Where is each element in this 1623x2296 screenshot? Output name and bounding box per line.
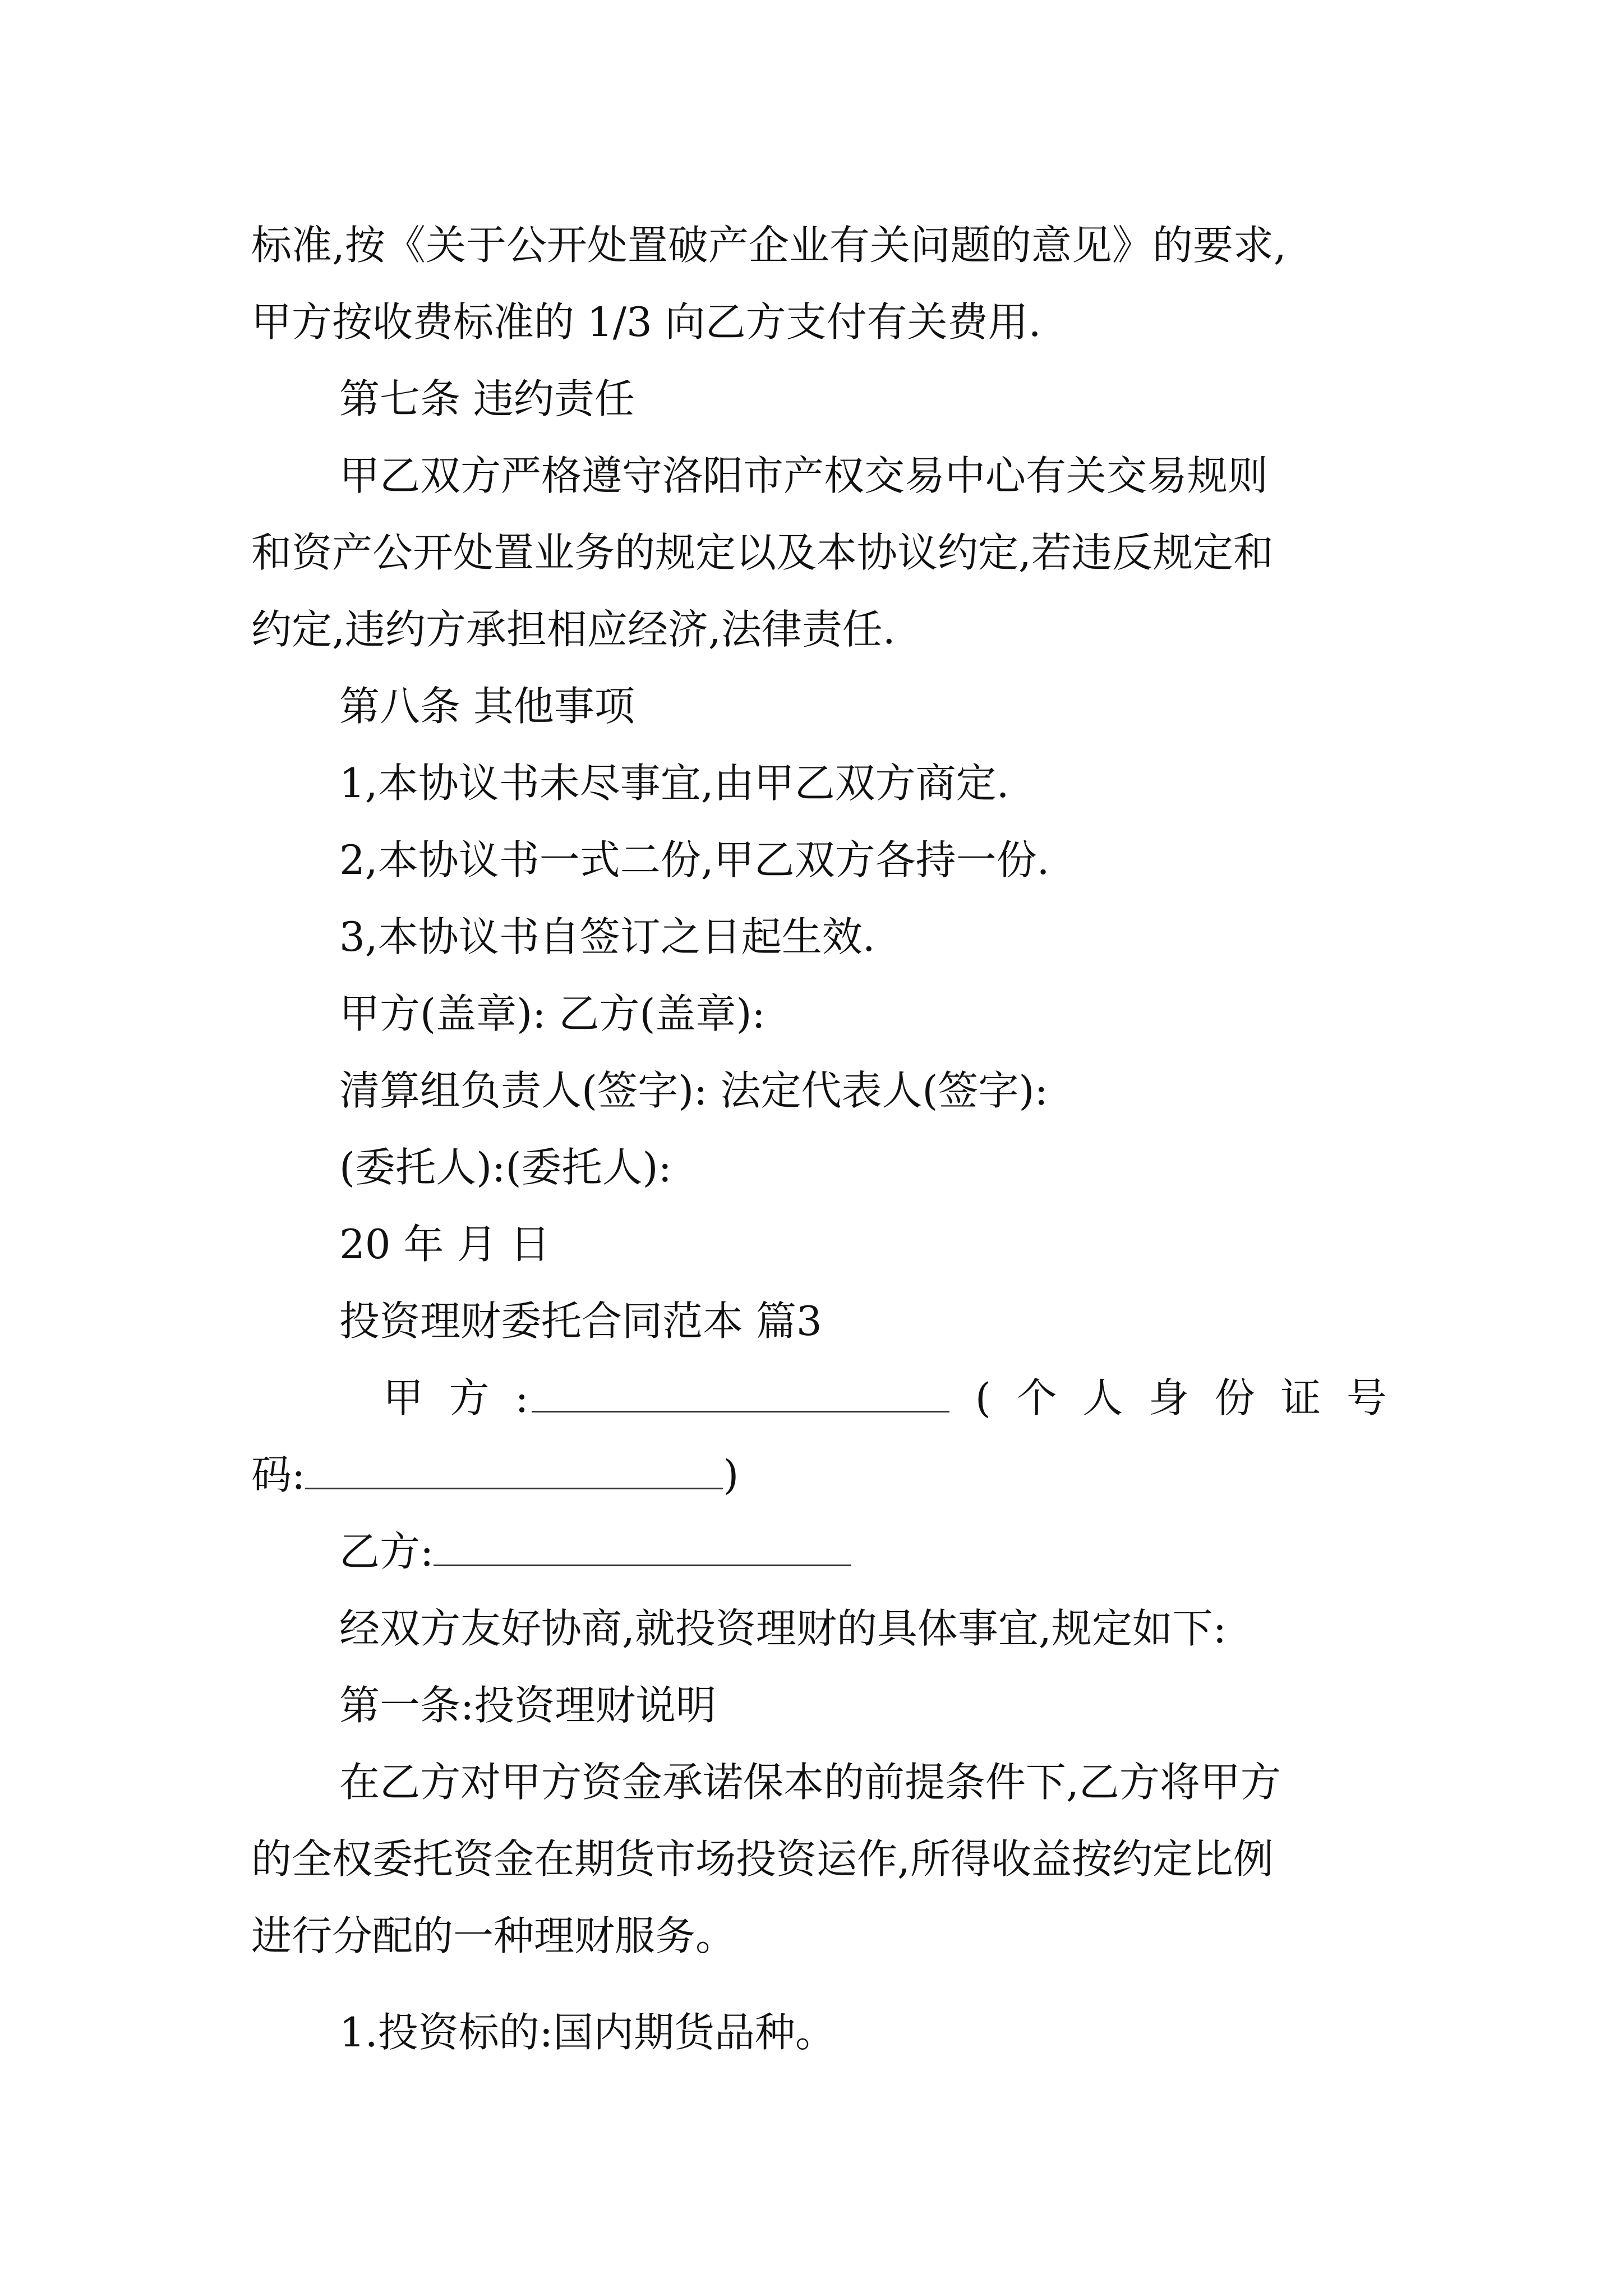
text-line: 标准,按《关于公开处置破产企业有关问题的意见》的要求, xyxy=(251,222,1287,269)
id-end-label: 码: xyxy=(251,1451,306,1498)
text-line: 的全权委托资金在期货市场投资运作,所得收益按约定比例 xyxy=(251,1835,1274,1883)
section-title: 投资理财委托合同范本 篇3 xyxy=(339,1297,822,1345)
text-line: 1.投资标的:国内期货品种。 xyxy=(339,2009,836,2056)
id-label-char: 人 xyxy=(1082,1374,1123,1421)
party-a-line xyxy=(0,1367,1623,1429)
party-a-label-char: : xyxy=(515,1374,529,1421)
section-heading: 第七条 违约责任 xyxy=(339,375,635,422)
close-paren: ) xyxy=(723,1451,739,1498)
text-line: 2,本协议书一式二份,甲乙双方各持一份. xyxy=(339,836,1050,884)
id-label-char: 份 xyxy=(1214,1374,1255,1421)
party-a-label-char: 方 xyxy=(449,1374,490,1421)
party-a-spread xyxy=(383,1367,1387,1429)
text-line: 1,本协议书未尽事宜,由甲乙双方商定. xyxy=(339,760,1009,807)
text-line: 甲乙双方严格遵守洛阳市产权交易中心有关交易规则 xyxy=(339,452,1269,499)
id-number-blank xyxy=(305,1444,723,1489)
text-line: 在乙方对甲方资金承诺保本的前提条件下,乙方将甲方 xyxy=(339,1759,1281,1806)
party-a-name-blank xyxy=(532,1367,949,1412)
party-a-label-char: 甲 xyxy=(383,1374,424,1421)
text-line: 甲方按收费标准的 1/3 向乙方支付有关费用. xyxy=(251,298,1041,346)
id-label-char: 身 xyxy=(1148,1374,1189,1421)
signature-line: (委托人):(委托人): xyxy=(339,1144,672,1191)
section-heading: 第八条 其他事项 xyxy=(339,683,635,730)
text-line: 约定,违约方承担相应经济,法律责任. xyxy=(251,606,896,653)
party-b-line xyxy=(0,1521,1623,1582)
text-line: 3,本协议书自签订之日起生效. xyxy=(339,913,875,960)
party-a-id-line xyxy=(0,1444,1623,1506)
id-label-char: 号 xyxy=(1346,1374,1387,1421)
signature-line: 甲方(盖章): 乙方(盖章): xyxy=(339,990,766,1037)
id-label-char: 个 xyxy=(1016,1374,1057,1421)
text-line: 进行分配的一种理财服务。 xyxy=(251,1912,736,1959)
party-b-label: 乙方: xyxy=(339,1528,434,1575)
party-b-name-blank xyxy=(434,1521,851,1566)
signature-line: 清算组负责人(签字): 法定代表人(签字): xyxy=(339,1067,1048,1114)
text-line: 经双方友好协商,就投资理财的具体事宜,规定如下: xyxy=(339,1605,1227,1652)
id-label-char: 证 xyxy=(1280,1374,1321,1421)
text-line: 和资产公开处置业务的规定以及本协议约定,若违反规定和 xyxy=(251,529,1274,576)
section-heading: 第一条:投资理财说明 xyxy=(339,1682,717,1729)
id-label-char: ( xyxy=(975,1374,991,1421)
date-line: 20 年 月 日 xyxy=(339,1221,551,1268)
